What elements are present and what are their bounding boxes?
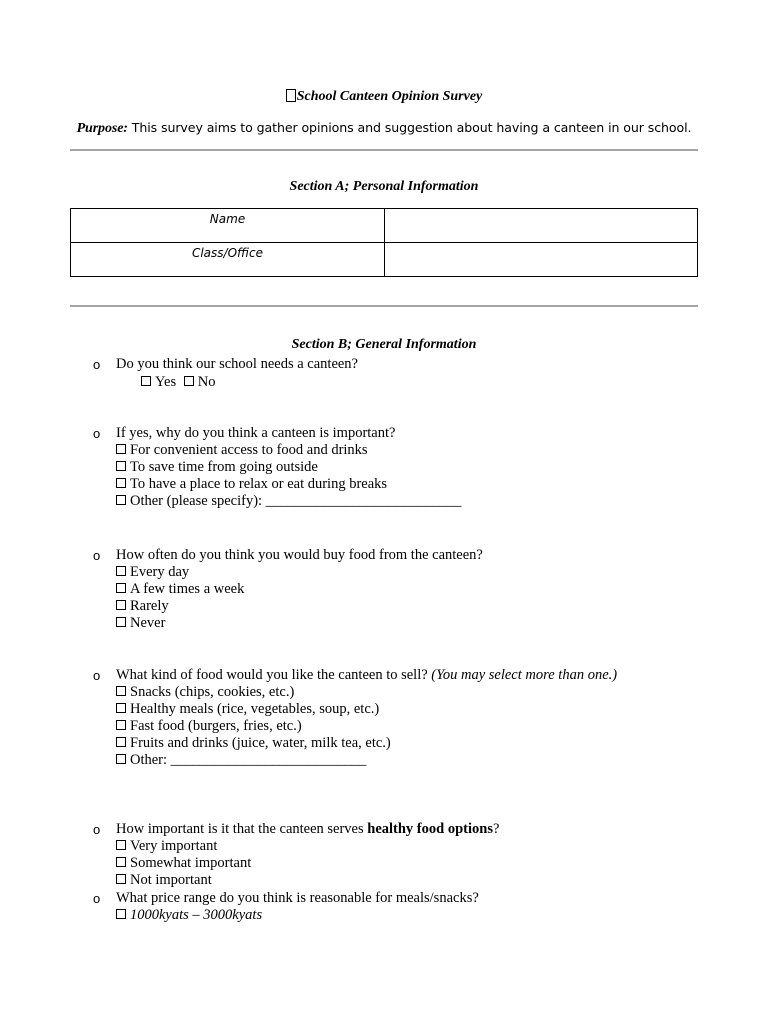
checkbox[interactable] — [116, 874, 126, 884]
list-item — [116, 872, 212, 889]
bullet: o — [93, 668, 101, 683]
list-item — [116, 838, 217, 855]
question-text: If yes, why do you think a canteen is important? — [116, 425, 396, 441]
checkbox-no[interactable] — [184, 376, 194, 386]
option-label: 1000kyats – 3000kyats — [130, 907, 263, 923]
checkbox[interactable] — [116, 566, 126, 576]
yes-no-options — [141, 374, 215, 391]
option-label: Fruits and drinks (juice, water, milk tea, etc.) — [130, 735, 391, 751]
list-item — [116, 684, 294, 701]
checkbox[interactable] — [116, 617, 126, 627]
option-label: Rarely — [130, 598, 169, 614]
option-label: Very important — [130, 838, 218, 854]
checkbox[interactable] — [116, 720, 126, 730]
option-label: Healthy meals (rice, vegetables, soup, etc.) — [130, 701, 380, 717]
question-bold: healthy food options — [367, 821, 493, 837]
survey-title — [0, 89, 768, 105]
name-label: Name — [71, 209, 385, 243]
question-text: How often do you think you would buy food from the canteen? — [116, 547, 483, 563]
bullet: o — [93, 548, 101, 563]
divider — [70, 305, 698, 307]
option-label: No — [197, 374, 216, 390]
missing-glyph-icon — [286, 89, 296, 102]
checkbox[interactable] — [116, 909, 126, 919]
checkbox[interactable] — [116, 444, 126, 454]
list-item — [116, 476, 387, 493]
question-text: Do you think our school needs a canteen? — [116, 356, 358, 372]
option-label: Every day — [130, 564, 190, 580]
option-label: For convenient access to food and drinks — [130, 442, 368, 458]
list-item — [116, 442, 368, 459]
table-row — [71, 209, 698, 243]
question-text — [116, 821, 499, 838]
checkbox[interactable] — [116, 703, 126, 713]
question-text: What price range do you think is reasonable for meals/snacks? — [116, 890, 479, 906]
list-item — [116, 855, 251, 872]
list-item — [116, 701, 379, 718]
divider — [70, 149, 698, 151]
question-after: ? — [492, 821, 500, 837]
checkbox[interactable] — [116, 737, 126, 747]
option-label: Not important — [130, 872, 212, 888]
checkbox[interactable] — [116, 583, 126, 593]
table-row — [71, 243, 698, 277]
list-item — [116, 907, 262, 924]
list-item — [116, 493, 461, 510]
section-b-heading: Section B; General Information — [291, 337, 477, 352]
question-main: What kind of food would you like the canteen to sell? — [116, 667, 432, 683]
section-a-heading: Section A; Personal Information — [289, 179, 479, 194]
checkbox[interactable] — [116, 478, 126, 488]
purpose-label: Purpose: — [76, 121, 128, 136]
checkbox[interactable] — [116, 495, 126, 505]
survey-title-text: School Canteen Opinion Survey — [296, 89, 483, 104]
checkbox[interactable] — [116, 754, 126, 764]
option-label: Other: ___________________________ — [130, 752, 367, 768]
question-before: How important is it that the canteen serves — [116, 821, 368, 837]
bullet: o — [93, 891, 101, 906]
list-item — [116, 735, 391, 752]
list-item — [116, 581, 244, 598]
purpose-line — [0, 120, 768, 137]
list-item — [116, 615, 165, 632]
list-item — [116, 598, 169, 615]
question-text — [116, 667, 617, 684]
option-label: Never — [130, 615, 166, 631]
list-item — [116, 459, 318, 476]
class-office-field[interactable] — [385, 243, 698, 277]
list-item — [116, 752, 366, 769]
checkbox-yes[interactable] — [141, 376, 151, 386]
checkbox[interactable] — [116, 857, 126, 867]
question-note: (You may select more than one.) — [431, 667, 618, 683]
checkbox[interactable] — [116, 840, 126, 850]
list-item — [116, 564, 189, 581]
option-label: To have a place to relax or eat during breaks — [130, 476, 388, 492]
option-label: Fast food (burgers, fries, etc.) — [130, 718, 302, 734]
list-item — [116, 718, 302, 735]
option-label: To save time from going outside — [130, 459, 318, 475]
checkbox[interactable] — [116, 686, 126, 696]
bullet: o — [93, 426, 101, 441]
bullet: o — [93, 822, 101, 837]
personal-info-table — [70, 208, 698, 277]
purpose-text: This survey aims to gather opinions and suggestion about having a canteen in our school. — [127, 120, 692, 135]
option-label: Somewhat important — [130, 855, 252, 871]
bullet: o — [93, 357, 101, 372]
class-office-label: Class/Office — [71, 243, 385, 277]
checkbox[interactable] — [116, 461, 126, 471]
option-label: Yes — [155, 374, 177, 390]
name-field[interactable] — [385, 209, 698, 243]
option-label: Snacks (chips, cookies, etc.) — [130, 684, 295, 700]
checkbox[interactable] — [116, 600, 126, 610]
option-label: A few times a week — [130, 581, 245, 597]
option-label: Other (please specify): ___________________________ — [130, 493, 462, 509]
